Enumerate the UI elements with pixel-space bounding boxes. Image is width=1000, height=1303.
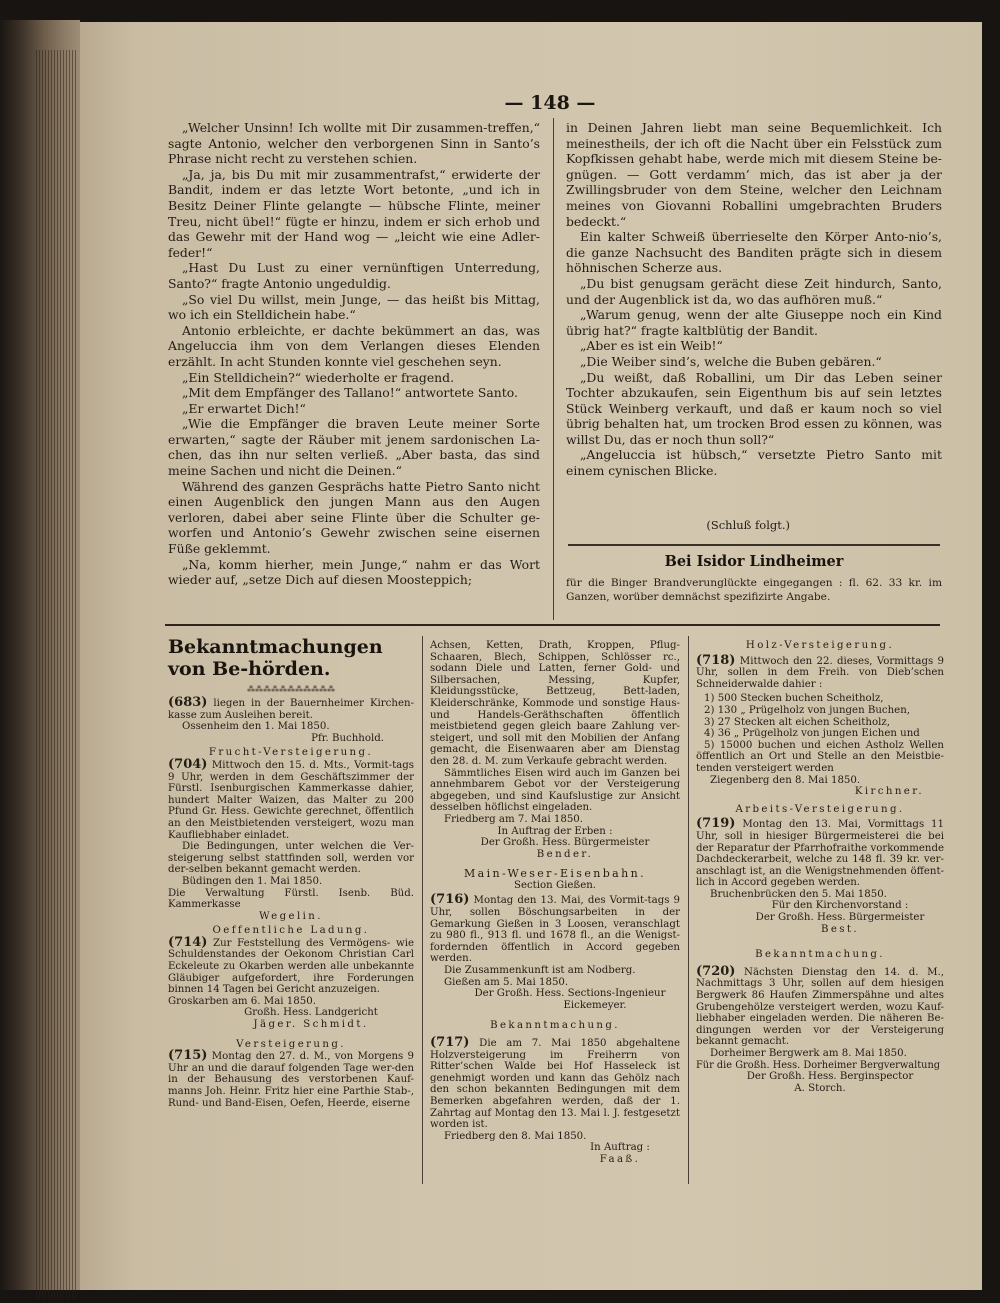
story-paragraph: „Ein Stelldichein?“ wiederholte er fragend. [182, 369, 455, 385]
notice-text: liegen in der Bauernheimer Kirchen-kasse zum Ausleihen bereit. [168, 698, 414, 721]
subheading: Bekanntmachung. [490, 1020, 620, 1032]
notice-714 [168, 934, 414, 996]
notice-683 [168, 697, 414, 721]
page-edges [36, 50, 76, 1300]
story-paragraph: „Hast Du Lust zu einer vernünftigen Unterredung, Santo?“ fragte Antonio ungeduldig. [168, 260, 540, 291]
announcements-heading: Bekanntmachungen von Be-hörden. [168, 636, 383, 680]
notice-number: (719) [696, 816, 736, 832]
notice-authority: Der Großh. Hess. Bürgermeister [480, 837, 650, 849]
notice-signature: Faaß. [599, 1153, 641, 1165]
notice-signature: Pfr. Buchhold. [311, 732, 384, 744]
notice-signature: Kirchner. [854, 786, 924, 798]
notice-number: (683) [168, 695, 208, 710]
notice-authority: Der Großh. Hess. Bürgermeister [755, 912, 925, 924]
book-gutter [0, 20, 80, 1290]
notice-number: (704) [168, 756, 208, 772]
notice-place: Dorheimer Bergwerk am 8. Mai 1850. [710, 1048, 907, 1059]
notice-715 [168, 1050, 414, 1109]
notice-number: (714) [168, 934, 208, 950]
story-paragraph: in Deinen Jahren liebt man seine Bequemlichkeit. Ich meinestheils, der ich oft die Nacht über ein Felsstück zum Kopfkissen gehabt habe, werde mich mit diesem Steine be-gnügen. — Gott verdamm’ mich, das ist aber ja der Zwillingsbruder von dem Steine, welcher den Leichnam meines von Giovanni Roballini umgebrachten Bruders bedeckt.“ [566, 120, 942, 229]
notice-number: (716) [430, 892, 470, 908]
page-number: — 148 — [504, 92, 596, 114]
story-paragraph: Während des ganzen Gesprächs hatte Pietro Santo nicht einen Augenblick den jungen Mann aus den Augen verloren, dabei aber seine Flinte über die Schulter ge-worfen und Antonio’s Gewehr zwischen seine eisernen Füße geklemmt. [168, 478, 540, 557]
story-paragraph: „Die Weiber sind’s, welche die Buben gebären.“ [580, 353, 882, 369]
story-paragraph: „Du bist genugsam gerächt diese Zeit hindurch, Santo, und der Augenblick ist da, wo das aufhören muß.“ [566, 275, 942, 307]
notice-number: (720) [696, 963, 736, 979]
notice-signature: A. Storch. [794, 1082, 846, 1094]
section-rule [165, 624, 940, 626]
notice-text: Achsen, Ketten, Drath, Kroppen, Pflug-Schaaren, Blech, Schippen, Schlösser rc., sodann Diele und Latten, ferner Gold- und Silbersachen, Messing, Kupfer, Kleidungsstücke, Bettzeug, Bett-laden, Kleiderschränke, Kommode und sonstige Haus- und Handels-Geräthschaften öffentlich meistbietend gegen gleich baare Zahlung ver-steigert, und soll mit den Mobilien der Anfang gemacht, die Eisenwaaren aber am Dienstag den 28. d. M. zum Verkaufe gebracht werden. [430, 640, 680, 767]
notice-authority: Für die Großh. Hess. Dorheimer Bergverwaltung [696, 1059, 941, 1071]
story-paragraph: „Mit dem Empfänger des Tallano!“ antwortete Santo. [182, 385, 518, 401]
story-column-right [566, 120, 942, 479]
subheading: Arbeits-Versteigerung. [735, 803, 905, 815]
column-rule [688, 636, 689, 1184]
list-item: 2) 130 „ Prügelholz von jungen Buchen, [704, 704, 911, 716]
list-item: 4) 36 „ Prügelholz von jungen Eichen und [704, 728, 920, 740]
notice-716 [430, 894, 680, 965]
list-item: 3) 27 Stecken alt eichen Scheitholz, [704, 716, 890, 728]
notice-text: Nächsten Dienstag den 14. d. M., Nachmittags 3 Uhr, sollen auf dem hiesigen Bergwerk 86 Haufen Zimmerspähne und altes Grubengehölze versteigert werden, wozu Kauf-liebhaber eingeladen werden. Die näheren Be-dingungen werden vor der Versteigerung bekannt gemacht. [696, 966, 944, 1048]
announcements-column-1 [168, 636, 414, 1109]
notice-place: Ossenheim den 1. Mai 1850. [182, 721, 330, 733]
subheading: Versteigerung. [236, 1038, 346, 1050]
notice-place: Ziegenberg den 8. Mai 1850. [710, 774, 861, 786]
list-item: 1) 500 Stecken buchen Scheitholz, [704, 693, 884, 705]
subheading: Oeffentliche Ladung. [212, 925, 370, 937]
notice-authority: Großh. Hess. Landgericht [244, 1007, 378, 1019]
notice-authority: In Auftrag : [590, 1142, 650, 1154]
story-paragraph: „Du weißt, daß Roballini, um Dir das Leben seiner Tochter abzukaufen, sein Eigenthum bis auf sein letztes Stück Weinberg verkauft, und daß er kaum noch so viel übrig behalten hat, um trocken Brod essen zu können, was willst Du, das er noch thun soll?“ [566, 369, 942, 447]
notice-place: Gießen am 5. Mai 1850. [444, 976, 569, 988]
story-paragraph: Antonio erbleichte, er dachte bekümmert an das, was Angeluccia ihm von dem Verlangen dieses Elenden erzählt. In acht Stunden konnte viel geschehen seyn. [168, 322, 540, 369]
notice-place: Friedberg am 7. Mai 1850. [444, 813, 584, 825]
notice-text: Zur Feststellung des Vermögens- wie Schuldenstandes der Oekonom Christian Carl Eckeleute zu Okarben werden alle unbekannte Gläubiger aufgefordert, ihre Forderungen binnen 14 Tagen bei Gericht anzuzeigen. [168, 937, 414, 996]
notice-authority: Der Großh. Hess. Berginspector [746, 1071, 914, 1083]
notice-place: Groskarben am 6. Mai 1850. [168, 995, 316, 1007]
notice-number: (715) [168, 1048, 208, 1064]
column-rule [422, 636, 423, 1184]
list-item: 5) 15000 buchen und eichen Astholz Wellen öffentlich an Ort und Stelle an den Meistbie-tenden versteigert werden [696, 739, 944, 774]
notice-text: Montag den 27. d. M., von Morgens 9 Uhr an und die darauf folgenden Tage wer-den in der Behausung des verstorbenen Kauf-manns Joh. Heinr. Fritz hier eine Parthie Stab-, Rund- und Band-Eisen, Oefen, Heerde, eiserne [168, 1051, 414, 1109]
story-paragraph: „So viel Du willst, mein Junge, — das heißt bis Mittag, wo ich ein Stelldichein habe.“ [168, 291, 540, 323]
notice-text: Montag den 13. Mai, des Vormit-tags 9 Uhr, sollen Böschungsarbeiten in der Gemarkung Gießen in 3 Loosen, veranschlagt zu 980 fl., 913 fl. und 1678 fl., an die Wenigst-fordernden öffentlich in Accord gegeben werden. [430, 895, 680, 965]
subheading: Frucht-Versteigerung. [208, 747, 374, 759]
notice-719 [696, 818, 944, 889]
story-paragraph: „Wie die Empfänger die braven Leute meiner Sorte erwarten,“ sagte der Räuber mit jenem sardonischen La-chen, das ihn nur selten verließ. „Aber basta, das sind meine Sachen und nicht die Deinen.“ [168, 416, 540, 479]
notice-text: Mittwoch den 15. d. Mts., Vormit-tags 9 Uhr, werden in dem Geschäftszimmer der Fürstl. Isenburgischen Kammerkasse dahier, hundert Malter Waizen, das Malter zu 200 Pfund Gr. Hess. Gewichte gerechnet, öffentlich an den Meistbietenden versteigert, wozu man Kaufliebhaber einladet. [168, 759, 414, 841]
notice-signature: Best. [820, 923, 860, 935]
story-paragraph: „Welcher Unsinn! Ich wollte mit Dir zusammen-treffen,“ sagte Antonio, welcher den verborgenen Sinn in Santo’s Phrase nicht recht zu verstehen schien. [168, 120, 540, 167]
story-paragraph: „Na, komm hierher, mein Junge,“ nahm er das Wort wieder auf, „setze Dich auf diesen Moosteppich; [168, 556, 540, 588]
story-paragraph: Ein kalter Schweiß überrieselte den Körper Anto-nio’s, die ganze Nachsucht des Banditen prägte sich in diesem höhnischen Scherze aus. [566, 229, 942, 276]
subheading: Section Gießen. [513, 879, 597, 891]
notice-text: Die am 7. Mai 1850 abgehaltene Holzversteigerung im Freiherrn von Ritter’schen Walde bei Hof Hasseleck ist genehmigt worden und kann das Gehölz nach den schon bekannten Bedingungen mit dem Bemerken abgefahren werden, daß der 1. Zahrtag auf Montag den 13. Mai l. J. festgesetzt worden ist. [430, 1038, 680, 1131]
notice-text: Die Bedingungen, unter welchen die Ver-steigerung selbst stattfinden soll, werden vor der-selben bekannt gemacht werden. [168, 841, 414, 876]
notice-text: Die Zusammenkunft ist am Nodberg. [444, 965, 636, 977]
notice-authority: In Auftrag der Erben : [497, 825, 613, 837]
notice-authority: Für den Kirchenvorstand : [771, 900, 909, 912]
notice-signature: Eickemeyer. [563, 999, 627, 1011]
notice-signature: Jäger. Schmidt. [253, 1019, 369, 1031]
notice-place: Bruchenbrücken den 5. Mai 1850. [710, 888, 887, 900]
ornament-rule: ⁂⁂⁂⁂⁂⁂⁂⁂⁂⁂⁂ [247, 685, 335, 694]
story-paragraph: „Warum genug, wenn der alte Giuseppe noch ein Kind übrig hat?“ fragte kaltblütig der Bandit. [566, 307, 942, 338]
story-column-left [168, 120, 540, 588]
notice-number: (717) [430, 1035, 470, 1050]
subheading: Main-Weser-Eisenbahn. [463, 867, 647, 881]
announcements-column-3 [696, 640, 944, 1094]
notice-text: Montag den 13. Mai, Vormittags 11 Uhr, soll in hiesiger Bürgermeisterei die bei der Reparatur der Pfarrhofraithe vorkommende Dachdeckerarbeit, welche zu 148 fl. 39 kr. ver-anschlagt ist, an die Wenigstnehmenden öffent-lich in Accord gegeben werden. [696, 819, 944, 889]
story-paragraph: „Ja, ja, bis Du mit mir zusammentrafst,“ erwiderte der Bandit, indem er das letzte Wort betonte, „und ich in Besitz Deiner Flinte gelangte — hübsche Flinte, meiner Treu, nicht übel!“ fügte er hinzu, indem er sich erhob und das Gewehr mit der Hand wog — „leicht wie eine Adler-feder!“ [168, 166, 540, 260]
notice-signature: Bender. [536, 848, 594, 860]
subheading: Holz-Versteigerung. [745, 640, 895, 651]
notice-authority: Die Verwaltung Fürstl. Isenb. Büd. Kammerkasse [168, 887, 414, 911]
subheading: Bekanntmachung. [755, 949, 885, 961]
notice-704 [168, 756, 414, 841]
donation-text: für die Binger Brandverunglückte eingegangen : fl. 62. 33 kr. im Ganzen, worüber demnächst spezifizirte Angabe. [566, 577, 942, 603]
notice-number: (718) [696, 652, 736, 668]
notice-718 [696, 652, 944, 691]
notice-text: Sämmtliches Eisen wird auch im Ganzen bei annehmbarem Gebot vor der Versteigerung abgegeben, und sind Kaufslustige zur Ansicht desselben höflichst eingeladen. [430, 767, 680, 814]
notice-place: Büdingen den 1. Mai 1850. [182, 875, 323, 887]
story-paragraph: „Er erwartet Dich!“ [182, 400, 306, 416]
announcements-column-2 [430, 640, 680, 1166]
notice-717 [430, 1037, 680, 1131]
notice-authority: Der Großh. Hess. Sections-Ingenieur [474, 988, 666, 1000]
story-paragraph: „Aber es ist ein Weib!“ [580, 338, 723, 354]
donation-rule [568, 544, 940, 546]
notice-place: Friedberg den 8. Mai 1850. [444, 1130, 587, 1142]
story-paragraph: „Angeluccia ist hübsch,“ versetzte Pietro Santo mit einem cynischen Blicke. [566, 447, 942, 479]
notice-signature: Wegelin. [259, 910, 323, 922]
donation-title: Bei Isidor Lindheimer [664, 553, 844, 570]
notice-text: Mittwoch den 22. dieses, Vormittags 9 Uhr, sollen in dem Freih. von Dieb’schen Schneiderwalde dahier : [696, 655, 944, 690]
notice-720 [696, 963, 944, 1048]
column-rule [553, 118, 554, 620]
continued-note: (Schluß folgt.) [706, 518, 790, 532]
